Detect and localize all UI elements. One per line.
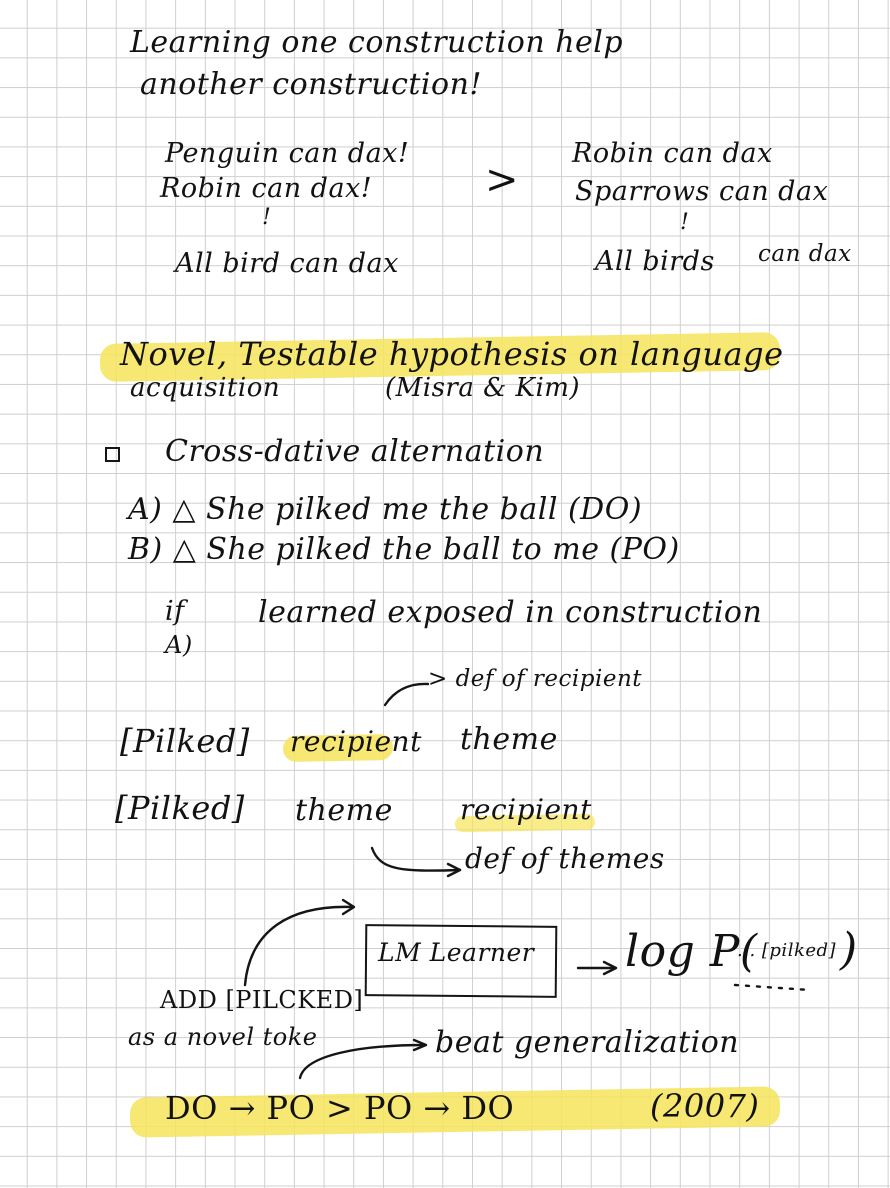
lm-learner-label: LM Learner <box>378 938 535 967</box>
frame2-arg2: recipient <box>460 793 592 826</box>
add-line2: as a novel toke <box>128 1023 318 1051</box>
frame2-arg1: theme <box>295 793 393 828</box>
hypothesis-citation: (Misra & Kim) <box>385 373 581 403</box>
example-right-conclusion-tail: can dax <box>758 241 852 267</box>
sentence-b: B) △ She pilked the ball to me (PO) <box>128 532 680 567</box>
hypothesis-line2: acquisition <box>130 373 281 403</box>
frame1-arg2: theme <box>460 722 558 757</box>
example-right-line1: Robin can dax <box>572 138 773 169</box>
annotation-top: > def of recipient <box>428 666 643 692</box>
sentence-a: A) △ She pilked me the ball (DO) <box>128 492 643 527</box>
heading-line1: Learning one construction help <box>130 25 624 60</box>
generalization-text: beat generalization <box>435 1025 740 1060</box>
arrow-def-themes <box>372 848 460 871</box>
arrow-def-recipient <box>385 684 428 705</box>
result-text: DO → PO > PO → DO <box>165 1089 515 1127</box>
add-line: ADD [PILCKED] <box>160 986 364 1014</box>
log-prob-arg: ... [pilked] <box>737 940 837 961</box>
example-left-line2: Robin can dax! <box>160 173 373 204</box>
frame1-verb: [Pilked] <box>120 722 250 760</box>
example-left-conclusion: All bird can dax <box>175 248 399 279</box>
arrow-token-to-generalization <box>300 1045 425 1078</box>
arrow-add-to-box <box>245 907 352 985</box>
log-prob: log P( <box>625 926 758 977</box>
learned-text: learned exposed in construction <box>258 595 763 630</box>
example-left-arrow: ! <box>262 205 272 230</box>
if-line2: A) <box>165 631 193 659</box>
example-right-conclusion: All birds <box>595 246 715 277</box>
log-prob-close: ) <box>840 924 858 975</box>
example-right-line2: Sparrows can dax <box>575 176 829 207</box>
comparison-sign: > <box>485 157 520 203</box>
result-year: (2007) <box>650 1087 760 1125</box>
dotted-underline <box>735 985 810 990</box>
example-left-line1: Penguin can dax! <box>165 138 410 169</box>
heading-line2: another construction! <box>140 67 482 102</box>
frame1-arg1: recipient <box>290 725 422 758</box>
frame2-verb: [Pilked] <box>115 789 245 827</box>
annotation-bottom: def of themes <box>465 842 665 875</box>
task-title: Cross-dative alternation <box>165 434 545 469</box>
hypothesis-line1: Novel, Testable hypothesis on language <box>120 335 784 373</box>
example-right-arrow: ! <box>680 210 690 235</box>
if-line1: if <box>165 596 185 627</box>
